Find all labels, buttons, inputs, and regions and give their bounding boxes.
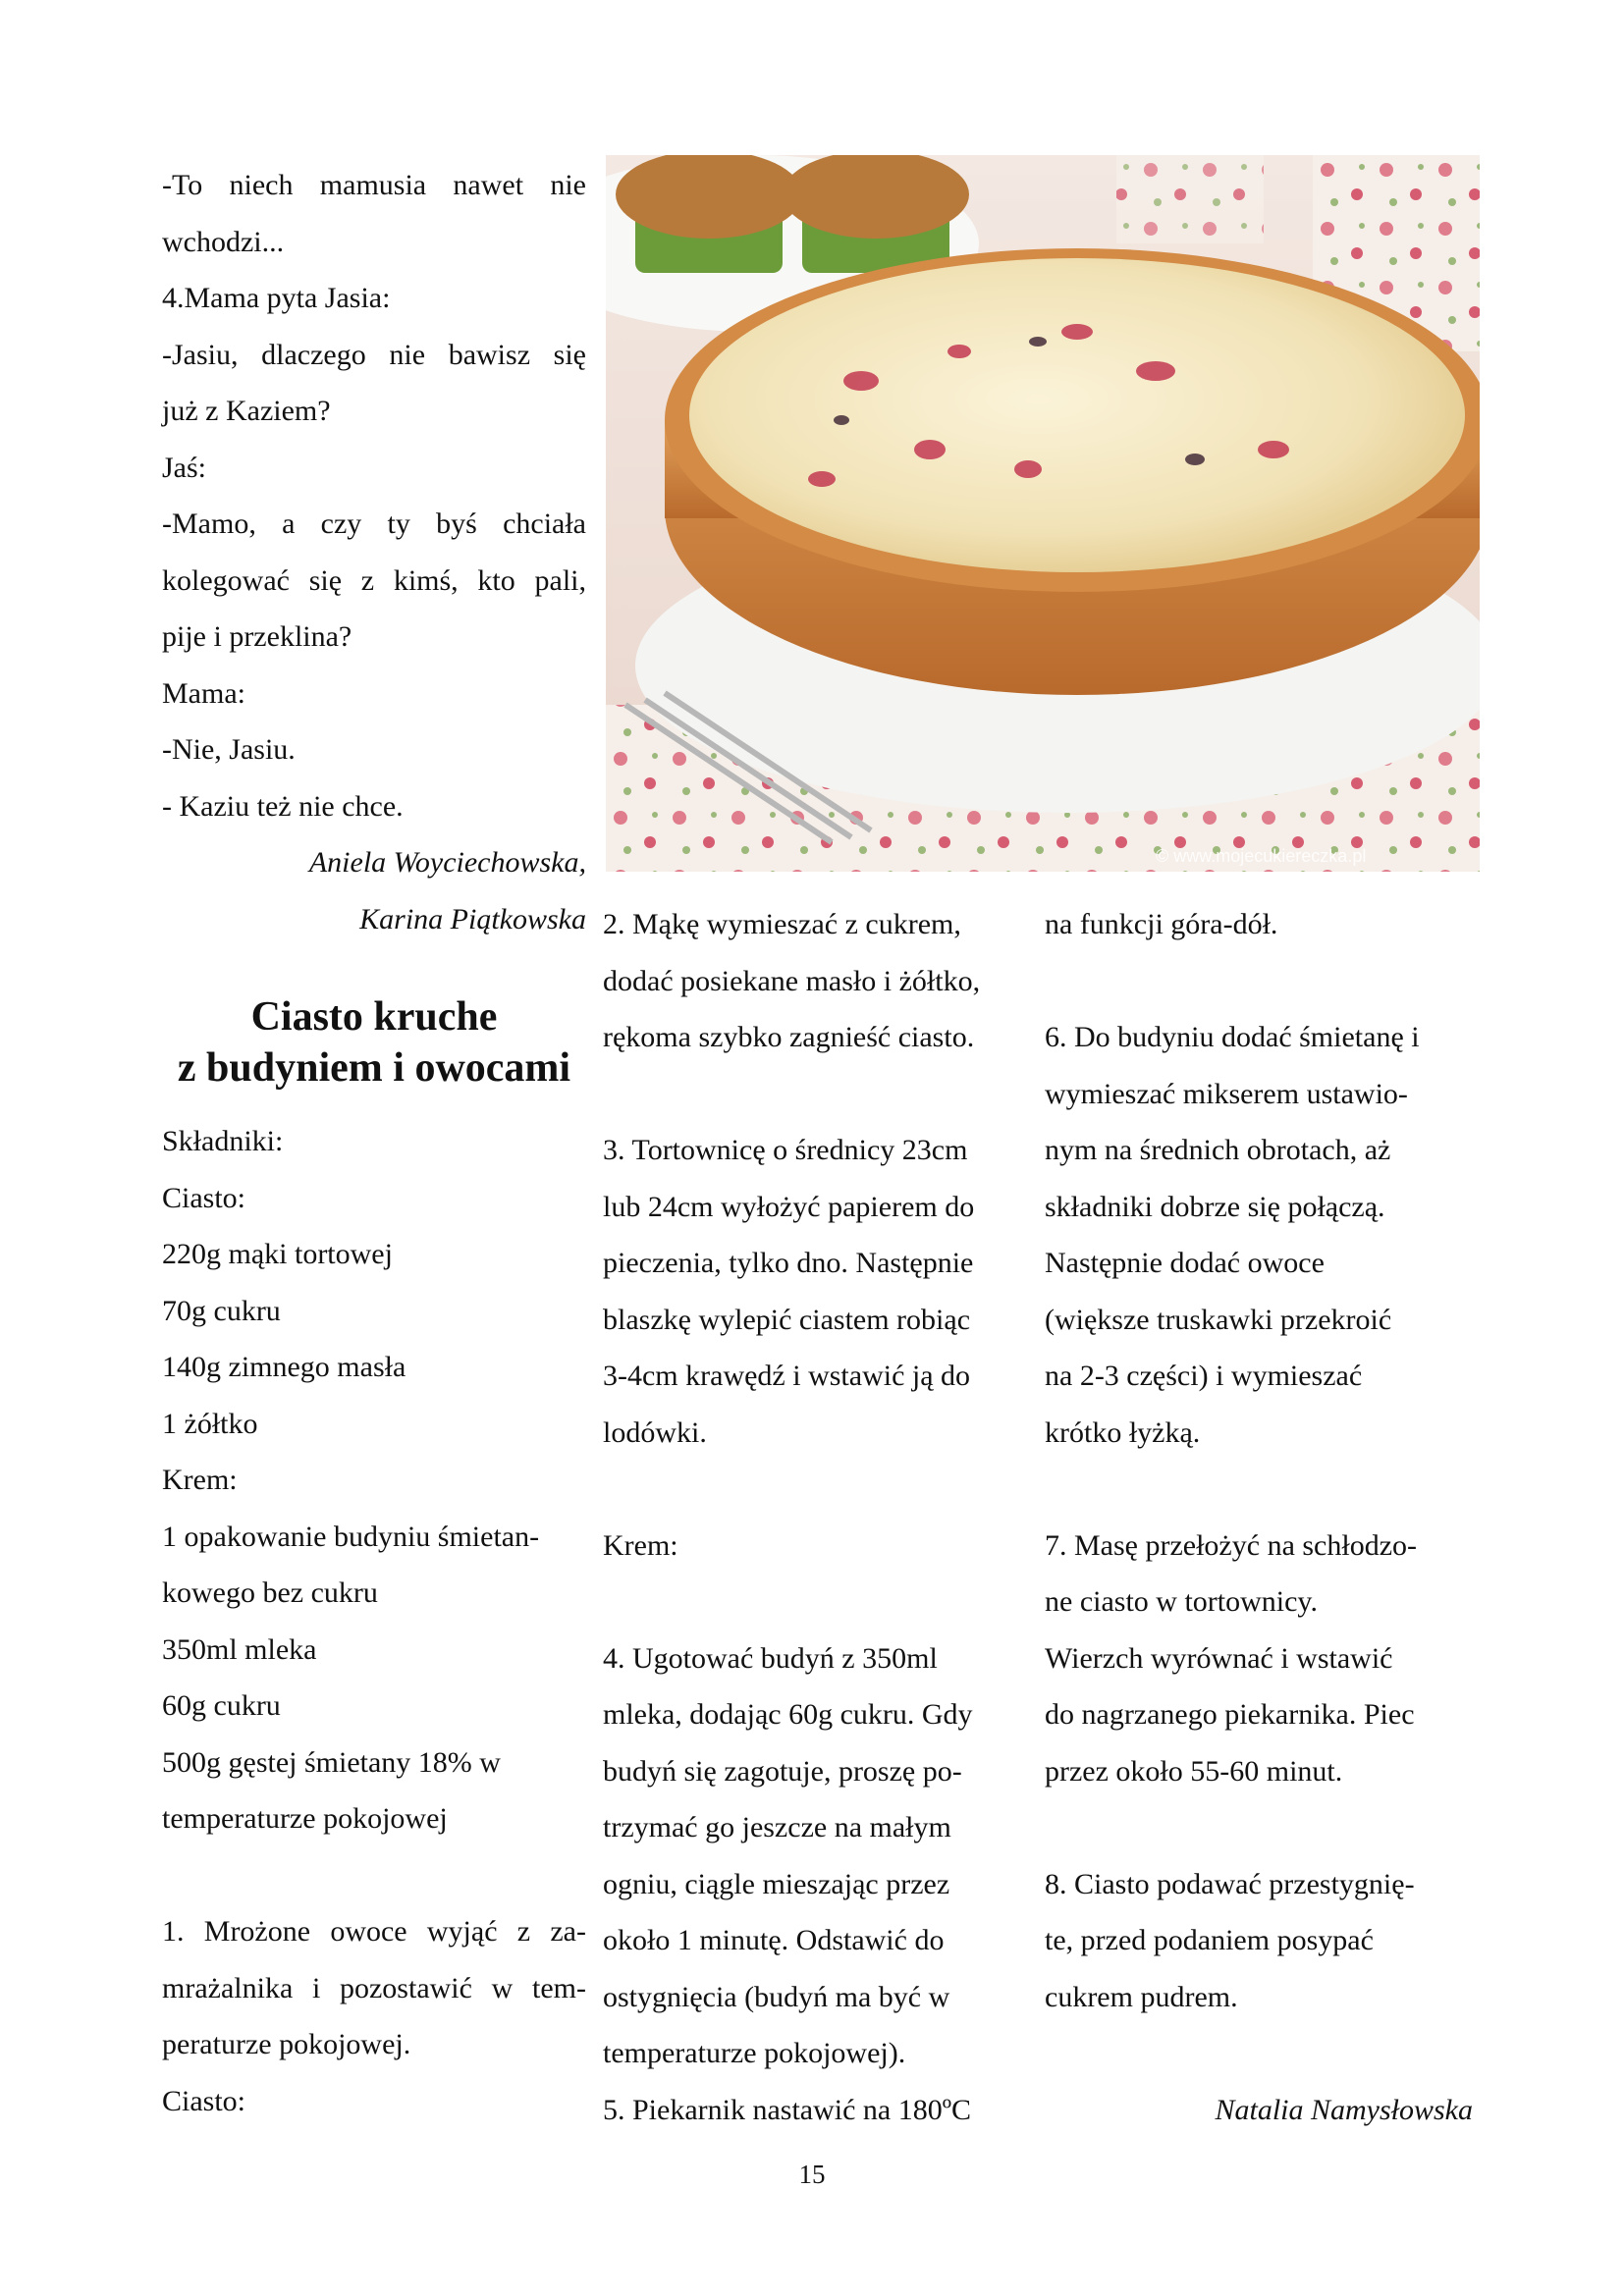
author-line: Karina Piątkowska [359,902,586,935]
ingredient-line: Ciasto: [162,1181,246,1214]
ingredient-line: 500g gęstej śmietany 18% w [162,1745,501,1779]
joke-line: -To niech mamusia nawet nie [162,169,586,201]
step-line: 2. Mąkę wymieszać z cukrem, [603,908,961,940]
step-line: te, przed podaniem posypać [1045,1924,1374,1956]
author-line: Aniela Woyciechowska, [308,846,586,879]
joke-line: - Kaziu też nie chce. [162,789,404,823]
step-line: ostygnięcia (budyń ma być w [603,1980,950,2013]
right-column [1045,896,1473,2138]
ingredient-line: 220g mąki tortowej [162,1238,393,1270]
step-line: lodówki. [603,1415,707,1449]
step-line: 5. Piekarnik nastawić na 180ºC [603,2093,972,2126]
step-line: około 1 minutę. Odstawić do [603,1924,945,1956]
step-line: na 2-3 części) i wymieszać [1045,1360,1363,1392]
step-line: 8. Ciasto podawać przestygnię- [1045,1867,1415,1900]
step-line: przez około 55-60 minut. [1045,1754,1343,1788]
step-line: ne ciasto w tortownicy. [1045,1585,1318,1618]
step-line: (większe truskawki przekroić [1045,1303,1392,1336]
step-line: lub 24cm wyłożyć papierem do [603,1190,975,1223]
joke-line: wchodzi... [162,225,285,258]
joke-line: -Mamo, a czy ty byś chciała [162,507,586,540]
step-line: blaszkę wylepić ciastem robiąc [603,1303,971,1336]
step-line: do nagrzanego piekarnika. Piec [1045,1698,1415,1731]
step-line: nym na średnich obrotach, aż [1045,1134,1391,1166]
step-line: Wierzch wyrównać i wstawić [1045,1641,1393,1675]
step-line: mleka, dodając 60g cukru. Gdy [603,1698,973,1731]
photo-watermark: © www.mojecukiereczka.pl [1156,846,1367,866]
section-label: Krem: [603,1528,678,1562]
step-line: cukrem pudrem. [1045,1980,1238,2013]
left-column [162,157,586,2129]
joke-line: Mama: [162,676,245,710]
step-line: Następnie dodać owoce [1045,1247,1325,1279]
step-line: 1. Mrożone owoce wyjąć z za- [162,1915,586,1948]
step-line: 3-4cm krawędź i wstawić ją do [603,1360,971,1392]
joke-line: Jaś: [162,451,206,484]
section-label: Ciasto: [162,2084,246,2117]
ingredient-line: 1 opakowanie budyniu śmietan- [162,1520,540,1553]
recipe-title [162,991,586,1094]
ingredient-line: Krem: [162,1464,238,1496]
recipe-title-line: z budyniem i owocami [177,1045,571,1091]
step-line: wymieszać mikserem ustawio- [1045,1077,1408,1110]
step-line: pieczenia, tylko dno. Następnie [603,1247,974,1279]
page-number: 15 [798,2160,826,2189]
step-line: rękoma szybko zagnieść ciasto. [603,1021,975,1053]
joke-line: pije i przeklina? [162,620,352,653]
step-line: dodać posiekane masło i żółtko, [603,964,981,997]
step-line: trzymać go jeszcze na małym [603,1811,951,1843]
ingredient-line: 70g cukru [162,1294,281,1327]
joke-line: już z Kaziem? [162,395,331,427]
step-line: na funkcji góra-dół. [1045,908,1278,940]
step-line: 3. Tortownicę o średnicy 23cm [603,1134,968,1166]
step-line: peraturze pokojowej. [162,2028,411,2060]
step-line: 6. Do budyniu dodać śmietanę i [1045,1021,1420,1053]
cheesecake-photo [606,155,1480,872]
ingredient-line: 140g zimnego masła [162,1351,406,1383]
step-line: 7. Masę przełożyć na schłodzo- [1045,1528,1418,1562]
ingredient-line: kowego bez cukru [162,1576,378,1609]
ingredient-line: Składniki: [162,1125,284,1157]
step-line: składniki dobrze się połączą. [1045,1190,1385,1223]
ingredient-line: 60g cukru [162,1689,281,1722]
joke-line: 4.Mama pyta Jasia: [162,282,391,314]
step-line: temperaturze pokojowej). [603,2037,906,2069]
ingredient-line: 1 żółtko [162,1407,258,1440]
step-line: budyń się zagotuje, proszę po- [603,1754,962,1788]
joke-line: -Nie, Jasiu. [162,733,296,766]
joke-line: kolegować się z kimś, kto pali, [162,563,586,597]
step-line: ogniu, ciągle mieszając przez [603,1867,950,1900]
author-line: Natalia Namysłowska [1215,2093,1473,2126]
ingredient-line: temperaturze pokojowej [162,1802,448,1835]
ingredient-line: 350ml mleka [162,1632,317,1666]
step-line: mrażalnika i pozostawić w tem- [162,1971,586,2004]
step-line: 4. Ugotować budyń z 350ml [603,1641,938,1675]
middle-column [603,896,1027,2138]
joke-line: -Jasiu, dlaczego nie bawisz się [162,338,586,371]
recipe-title-line: Ciasto kruche [250,994,498,1040]
step-line: krótko łyżką. [1045,1415,1201,1449]
